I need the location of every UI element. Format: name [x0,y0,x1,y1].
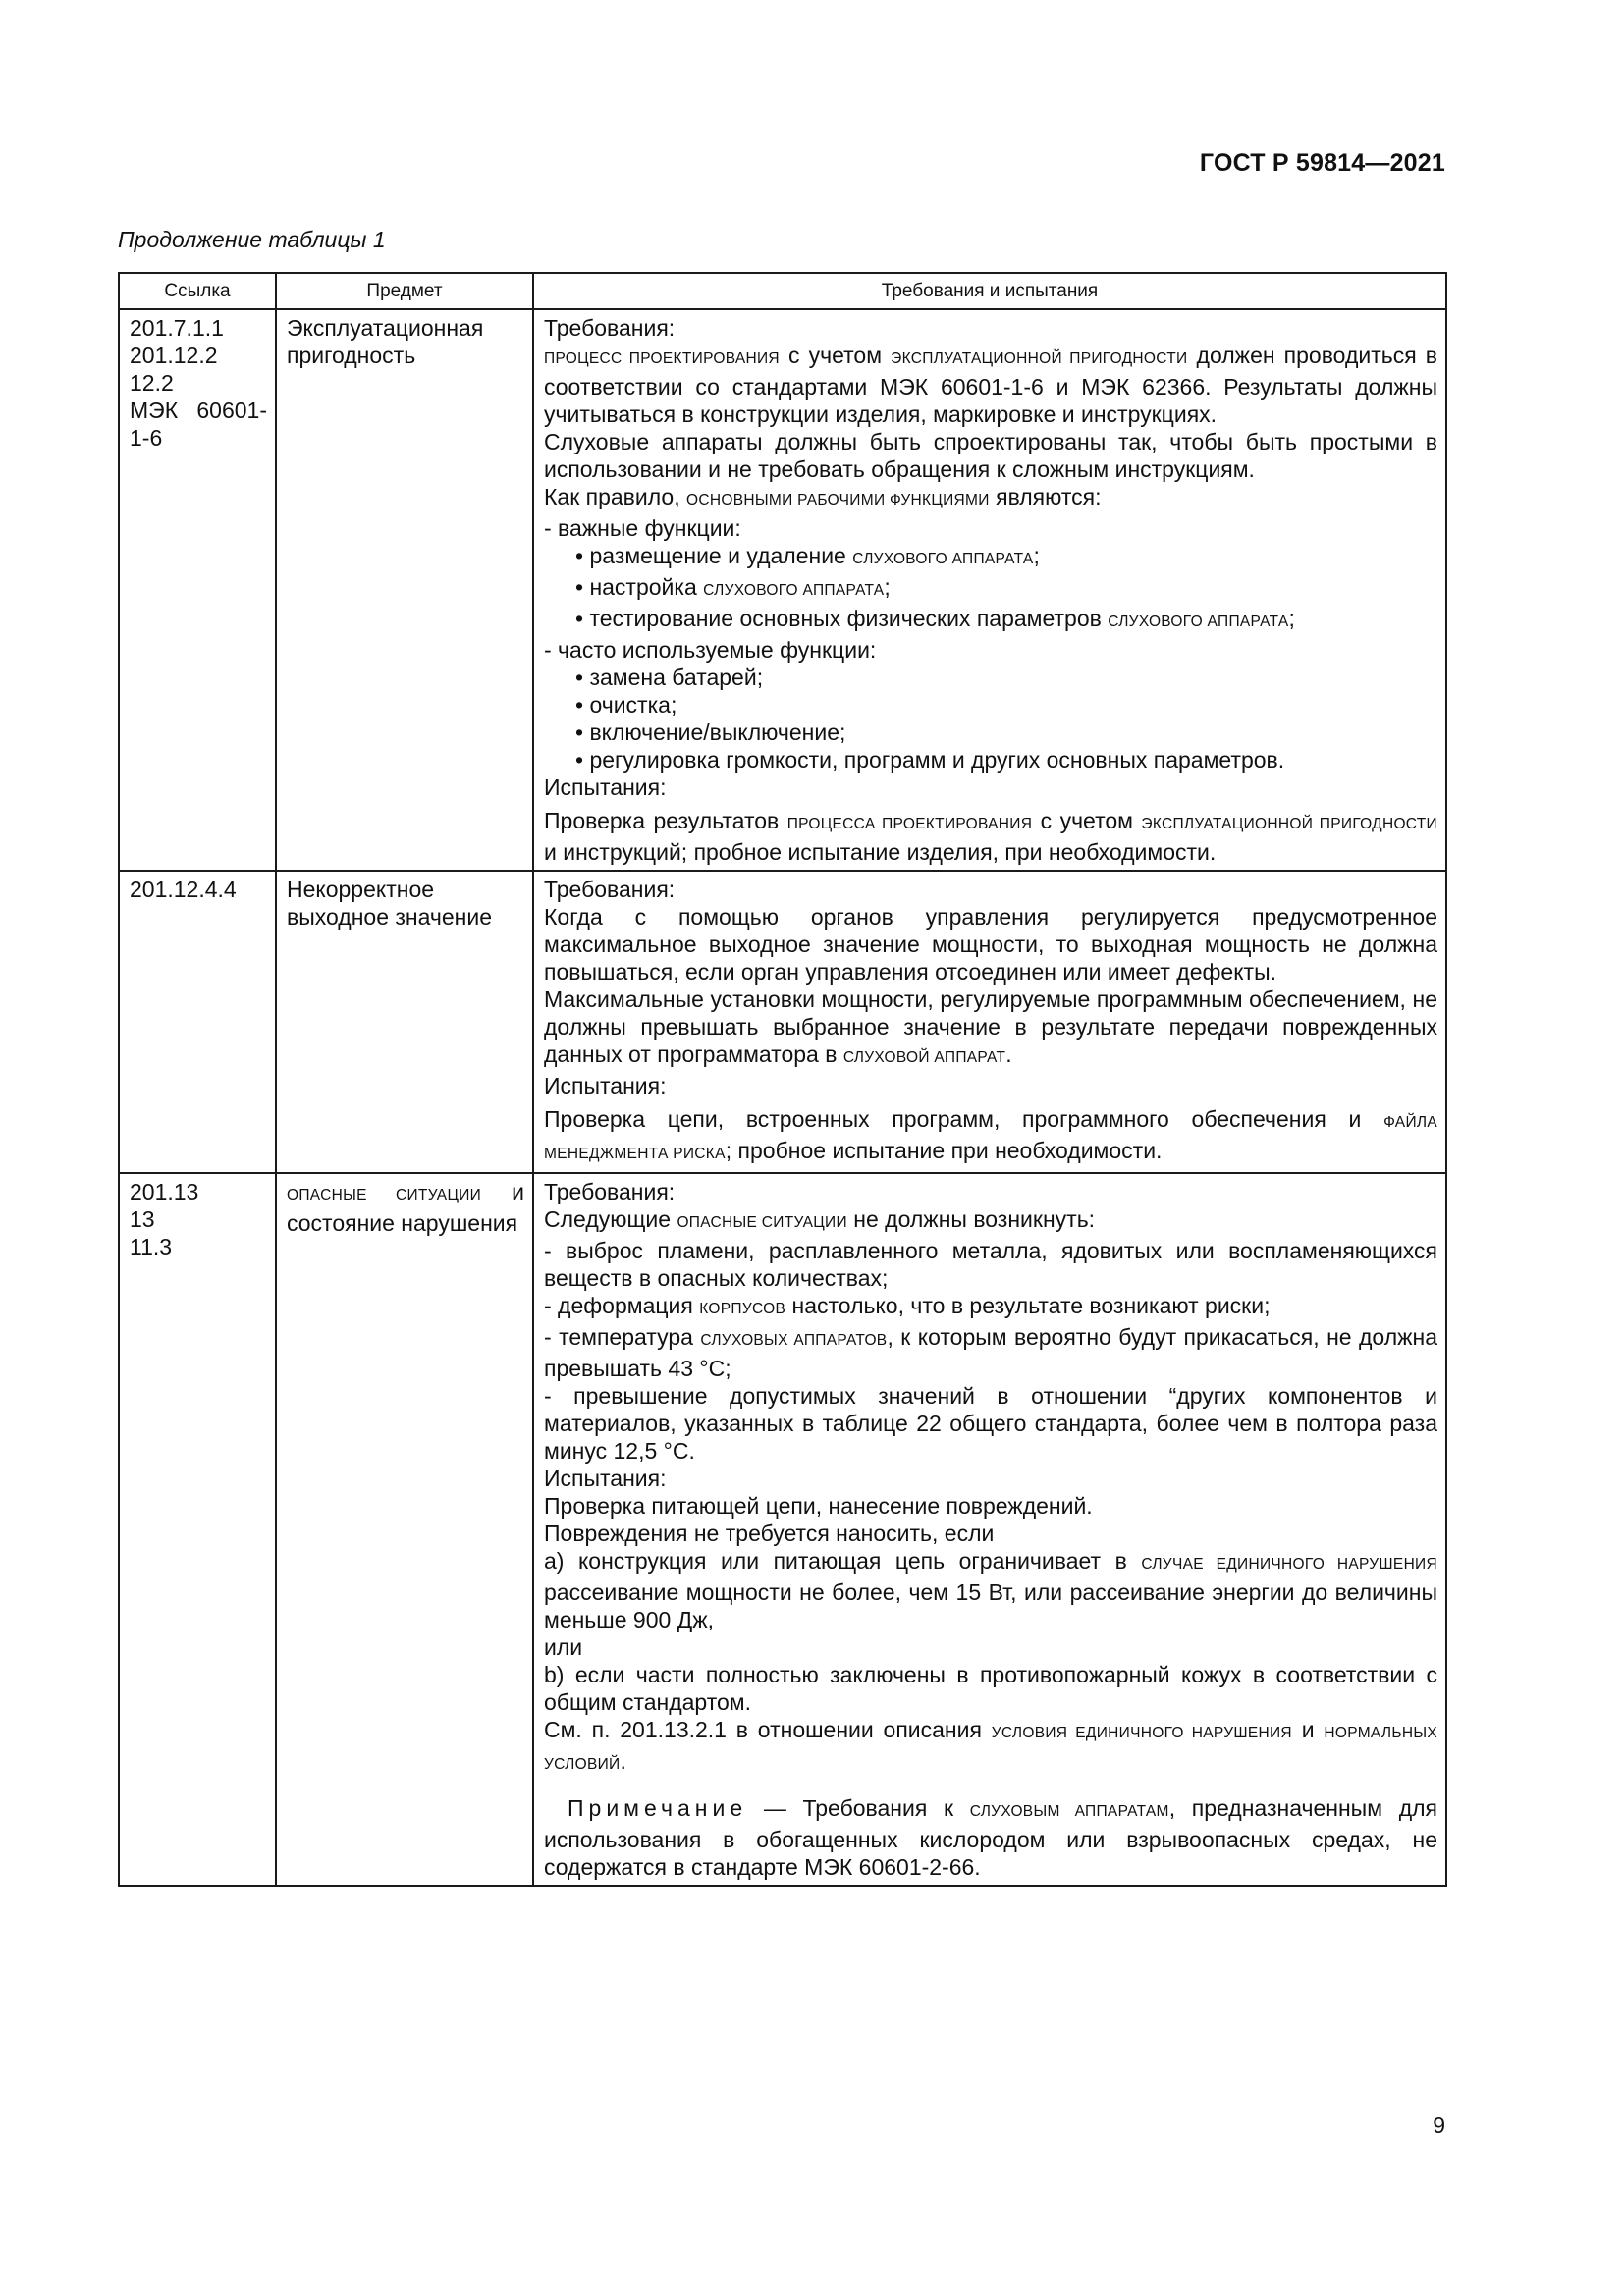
page-number: 9 [1433,2112,1445,2138]
tests-label: Испытания: [544,1466,667,1491]
requirement-paragraph: Слуховые аппараты должны быть спроектированы так, чтобы быть простыми в использовании и не требовать обращения к сложным инструкциям. [544,429,1437,482]
test-condition-a: а) конструкция или питающая цепь ограничивает в СЛУЧАЕ ЕДИНИЧНОГО НАРУШЕНИЯ рассеивание мощности не более, чем 15 Вт, или рассеивание энергии до величины меньше 900 Дж, [544,1548,1437,1632]
subject-text: и состояние нарушения [287,1179,524,1236]
test-paragraph: Проверка питающей цепи, нанесение повреждений. [544,1493,1093,1519]
subject-cell [276,871,533,1173]
requirements-table [118,272,1447,1887]
test-paragraph: Проверка результатов ПРОЦЕССА ПРОЕКТИРОВАНИЯ с учетом ЭКСПЛУАТАЦИОННОЙ ПРИГОДНОСТИ и инструкций; пробное испытание изделия, при необходимости. [544,808,1437,865]
column-header-subject: Предмет [276,273,533,309]
list-item: • регулировка громкости, программ и других основных параметров. [575,747,1285,773]
column-header-requirements: Требования и испытания [533,273,1446,309]
table-row-usability [119,309,1446,871]
requirements-cell [533,871,1446,1173]
list-item: - превышение допустимых значений в отношении “других компонентов и материалов, указанных в таблице 22 общего стандарта, более чем в полтора раза минус 12,5 °C. [544,1383,1437,1464]
reference: 13 [130,1206,155,1232]
see-also-paragraph: См. п. 201.13.2.1 в отношении описания УСЛОВИЯ ЕДИНИЧНОГО НАРУШЕНИЯ и НОРМАЛЬНЫХ УСЛОВИЙ. [544,1717,1437,1774]
tests-label: Испытания: [544,1073,667,1098]
list-item: - деформация КОРПУСОВ настолько, что в результате возникают риски; [544,1293,1271,1318]
requirements-cell [533,1173,1446,1886]
list-item: • включение/выключение; [575,720,846,745]
test-paragraph: Проверка цепи, встроенных программ, программного обеспечения и ФАЙЛА МЕНЕДЖМЕНТА РИСКА; пробное испытание при необходимости. [544,1106,1437,1163]
note-label: Примечание [568,1795,748,1821]
reference: 201.12.2 [130,343,218,368]
reference: 1-6 [130,425,163,451]
list-item: - температура СЛУХОВЫХ АППАРАТОВ, к которым вероятно будут прикасаться, не должна превышать 43 °C; [544,1324,1437,1381]
table-header-row [119,273,1446,309]
subject-term: ОПАСНЫЕ СИТУАЦИИ [287,1187,482,1203]
reference: МЭК 60601- [130,398,267,423]
tests-label: Испытания: [544,774,667,800]
reference-cell [119,309,276,871]
reference-cell [119,1173,276,1886]
subject-text: Эксплуатационная пригодность [287,315,484,368]
list-item: • настройка СЛУХОВОГО АППАРАТА; [575,574,891,600]
test-condition-b: b) если части полностью заключены в противопожарный кожух в соответствии с общим стандартом. [544,1662,1437,1715]
requirement-paragraph: ПРОЦЕСС ПРОЕКТИРОВАНИЯ с учетом ЭКСПЛУАТАЦИОННОЙ ПРИГОДНОСТИ должен проводиться в соответствии со стандартами МЭК 60601-1-6 и МЭК 62366. Результаты должны учитываться в конструкции изделия, маркировке и инструкциях. [544,343,1438,427]
document-code: ГОСТ Р 59814—2021 [1199,149,1445,177]
list-heading: - часто используемые функции: [544,637,877,663]
list-heading: - важные функции: [544,515,741,541]
requirement-paragraph: Максимальные установки мощности, регулируемые программным обеспечением, не должны превышать выбранное значение в результате передачи поврежденных данных от программатора в СЛУХОВОЙ АППАРАТ. [544,987,1437,1067]
subject-cell [276,1173,533,1886]
reference: 12.2 [130,370,174,396]
table-row-hazardous-situations [119,1173,1446,1886]
table-caption: Продолжение таблицы 1 [118,227,386,252]
list-item: • замена батарей; [575,665,764,690]
list-item: • размещение и удаление СЛУХОВОГО АППАРАТА; [575,543,1040,568]
list-item: • очистка; [575,692,677,718]
reference: 201.12.4.4 [130,877,237,902]
subject-text: Некорректное выходное значение [287,877,493,930]
reference: 11.3 [130,1234,173,1259]
table-row-incorrect-output [119,871,1446,1173]
test-paragraph: Повреждения не требуется наносить, если [544,1521,995,1546]
requirements-label: Требования: [544,877,676,902]
requirements-label: Требования: [544,1179,676,1204]
reference: 201.7.1.1 [130,315,224,341]
reference: 201.13 [130,1179,199,1204]
requirements-cell [533,309,1446,871]
requirement-paragraph: Следующие ОПАСНЫЕ СИТУАЦИИ не должны возникнуть: [544,1206,1096,1232]
test-connector: или [544,1634,583,1660]
list-item: • тестирование основных физических параметров СЛУХОВОГО АППАРАТА; [575,606,1295,631]
note-paragraph: Примечание — Требования к СЛУХОВЫМ АППАРАТАМ, предназначенным для использования в обогащенных кислородом или взрывоопасных средах, не содержатся в стандарте МЭК 60601-2-66. [544,1795,1437,1880]
subject-cell [276,309,533,871]
requirement-paragraph: Как правило, ОСНОВНЫМИ РАБОЧИМИ ФУНКЦИЯМИ являются: [544,484,1102,509]
reference-cell [119,871,276,1173]
requirements-label: Требования: [544,315,676,341]
list-item: - выброс пламени, расплавленного металла, ядовитых или воспламеняющихся веществ в опасных количествах; [544,1238,1437,1291]
column-header-reference: Ссылка [119,273,276,309]
requirement-paragraph: Когда с помощью органов управления регулируется предусмотренное максимальное выходное значение мощности, то выходная мощность не должна повышаться, если орган управления отсоединен или имеет дефекты. [544,904,1437,985]
